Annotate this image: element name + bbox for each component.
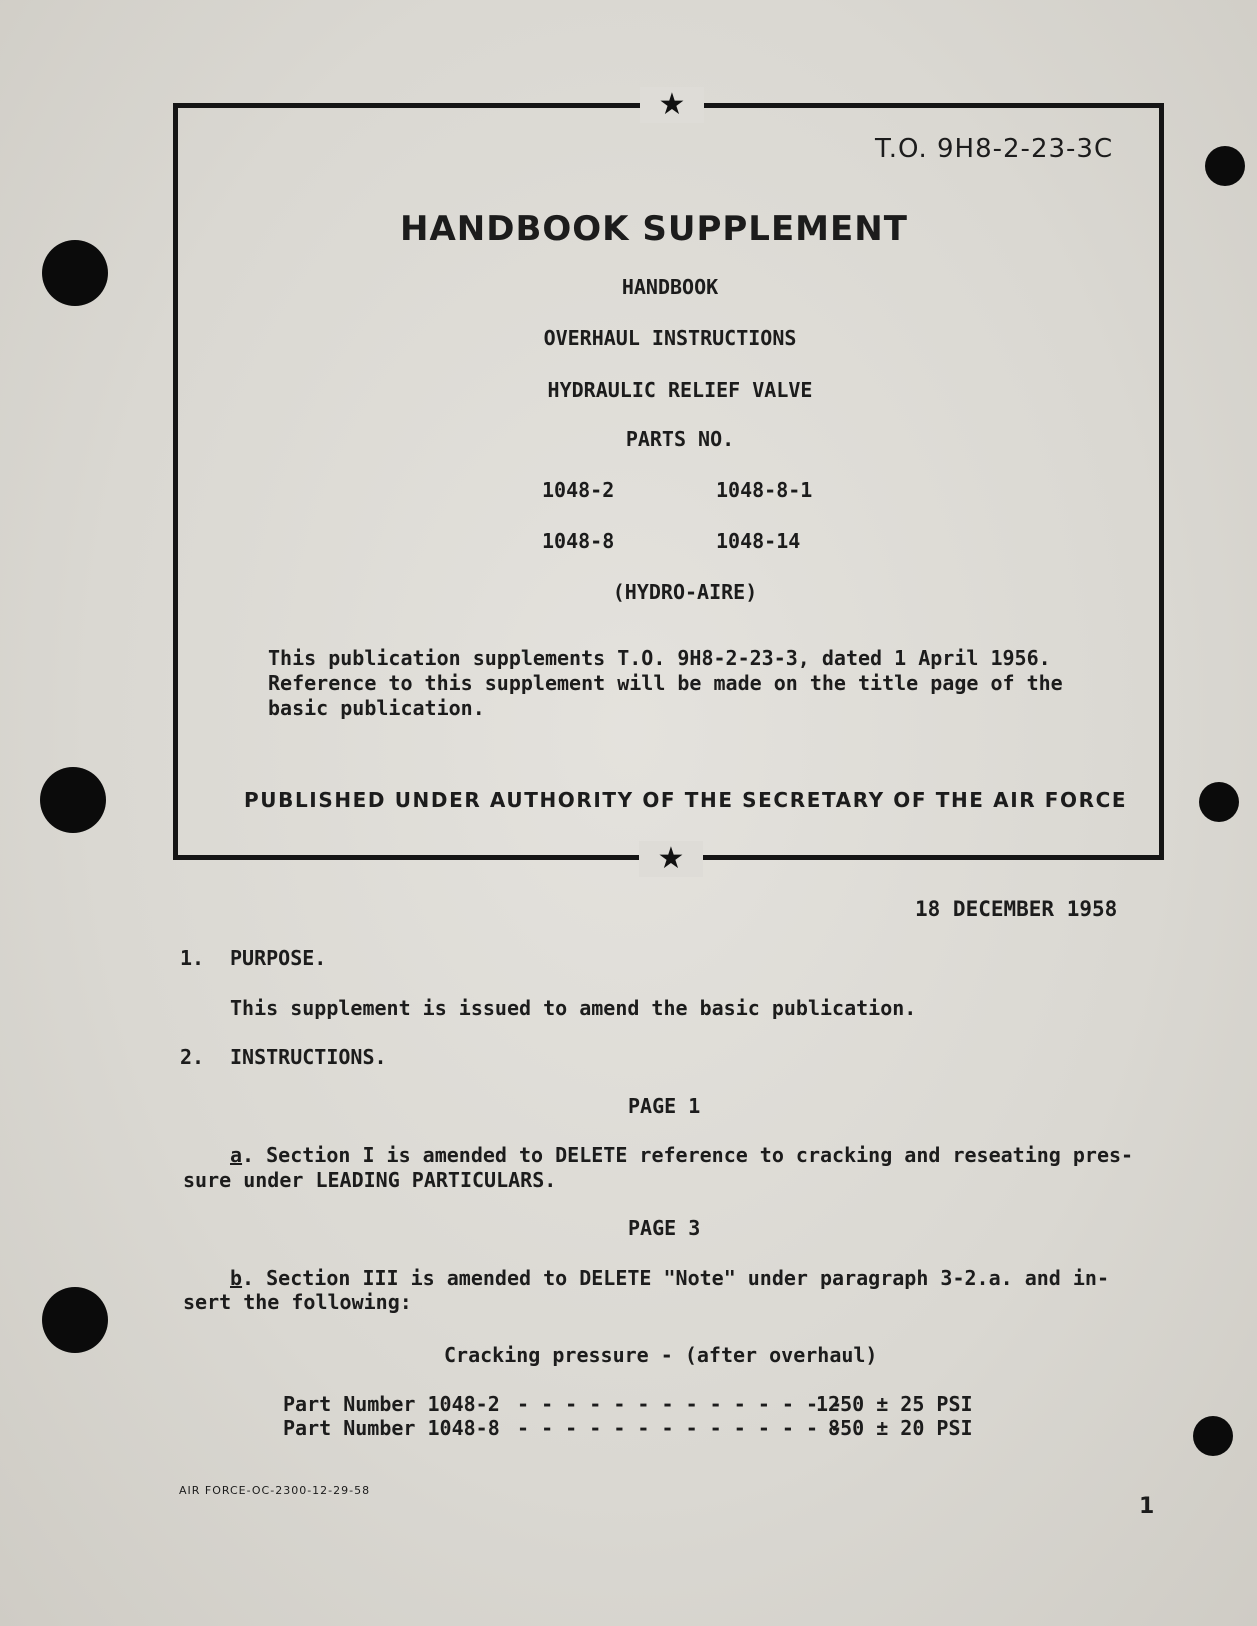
subtitle-handbook: HANDBOOK: [621, 275, 719, 299]
page-3-heading: PAGE 3: [628, 1216, 701, 1240]
section-1-number: 1.: [180, 946, 205, 970]
part-number: 1048-14: [716, 529, 801, 553]
item-b-letter: b: [230, 1266, 243, 1290]
pressure-row-leader: - - - - - - - - - - - - - -: [517, 1416, 843, 1440]
page-title: HANDBOOK SUPPLEMENT: [400, 209, 908, 249]
item-b-line: [230, 1266, 1109, 1290]
authority-statement: PUBLISHED UNDER AUTHORITY OF THE SECRETARY OF THE AIR FORCE: [244, 788, 1128, 812]
part-number: 1048-2: [542, 478, 615, 502]
pressure-table-title: Cracking pressure - (after overhaul): [444, 1343, 878, 1367]
pressure-row-value: 1250 ± 25 PSI: [816, 1392, 973, 1416]
subtitle-overhaul-instructions: OVERHAUL INSTRUCTIONS: [543, 326, 797, 350]
item-a-line: [230, 1143, 1133, 1167]
pressure-row-label: Part Number 1048-8: [283, 1416, 500, 1440]
supplement-note-line: This publication supplements T.O. 9H8-2-23-3, dated 1 April 1956.: [268, 646, 1051, 670]
star-icon-bottom: ★: [639, 841, 703, 877]
pressure-row-leader: - - - - - - - - - - - - - -: [517, 1392, 843, 1416]
item-a-letter: a: [230, 1143, 243, 1167]
pressure-row-value: 850 ± 20 PSI: [816, 1416, 973, 1440]
item-a-line: sure under LEADING PARTICULARS.: [183, 1168, 557, 1192]
pressure-row-label: Part Number 1048-2: [283, 1392, 500, 1416]
publication-date: 18 DECEMBER 1958: [915, 897, 1118, 921]
page-1-heading: PAGE 1: [628, 1094, 701, 1118]
binder-hole-right-top: [1205, 146, 1245, 186]
item-b-line: sert the following:: [183, 1290, 412, 1314]
binder-hole-left-top: [42, 240, 108, 306]
binder-hole-left-bottom: [42, 1287, 108, 1353]
item-a-text: . Section I is amended to DELETE reference to cracking and reseating pres-: [242, 1143, 1134, 1167]
star-icon-top: ★: [640, 87, 704, 123]
section-2-number: 2.: [180, 1045, 205, 1069]
part-number: 1048-8: [542, 529, 615, 553]
print-code: AIR FORCE-OC-2300-12-29-58: [179, 1484, 371, 1497]
section-1-text: This supplement is issued to amend the basic publication.: [230, 996, 917, 1020]
supplement-note-line: Reference to this supplement will be made on the title page of the: [268, 671, 1063, 695]
section-1-title: PURPOSE.: [230, 946, 327, 970]
binder-hole-right-middle: [1199, 782, 1239, 822]
supplement-note-line: basic publication.: [268, 696, 485, 720]
binder-hole-right-bottom: [1193, 1416, 1233, 1456]
subtitle-equipment: HYDRAULIC RELIEF VALVE: [547, 378, 813, 402]
page-number: 1: [1139, 1494, 1155, 1519]
manufacturer: (HYDRO-AIRE): [612, 580, 758, 604]
item-b-text: . Section III is amended to DELETE "Note" under paragraph 3-2.a. and in-: [242, 1266, 1109, 1290]
parts-label: PARTS NO.: [625, 427, 735, 451]
part-number: 1048-8-1: [716, 478, 813, 502]
binder-hole-left-middle: [40, 767, 106, 833]
section-2-title: INSTRUCTIONS.: [230, 1045, 387, 1069]
technical-order-number: T.O. 9H8-2-23-3C: [875, 134, 1114, 164]
